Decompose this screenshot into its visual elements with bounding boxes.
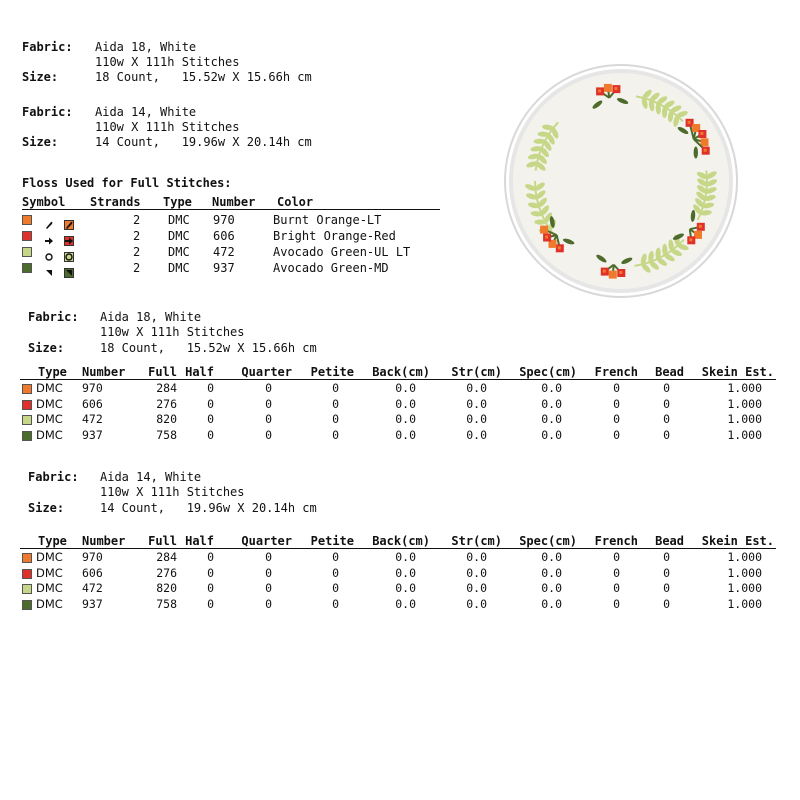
table-cell: 937: [82, 596, 103, 611]
stitches-value: 110w X 111h Stitches: [100, 325, 245, 339]
table-cell: 820: [156, 412, 177, 426]
berry-highlight: [558, 246, 561, 249]
table-cell: 0: [332, 565, 339, 580]
floss-swatch: [22, 215, 32, 225]
table-cell: 1.000: [727, 565, 762, 580]
table-header-spec-cm: Spec(cm): [519, 534, 577, 548]
table-cell: 0: [663, 581, 670, 595]
table-swatch: [22, 569, 32, 579]
floss-symbol-boxed-icon: [64, 215, 74, 225]
floss-symbol-icon: [44, 215, 54, 225]
table-cell: 1.000: [727, 581, 762, 595]
floss-header-rule: [22, 209, 440, 210]
table-cell: DMC: [36, 581, 63, 595]
berry-highlight: [603, 270, 606, 273]
table-cell: 937: [82, 427, 103, 442]
table-cell: 0: [265, 396, 272, 411]
floss-header-number: Number: [212, 195, 256, 209]
table-cell: DMC: [36, 565, 63, 580]
table-cell: 0: [265, 596, 272, 611]
floss-symbol-boxed-icon: [64, 247, 74, 257]
table-cell: 758: [156, 596, 177, 611]
table-header-back-cm: Back(cm): [372, 365, 430, 379]
table-cell: 0: [663, 550, 670, 564]
table-header-quarter: Quarter: [241, 365, 292, 379]
table-cell: 0: [613, 581, 620, 595]
table-cell: 606: [82, 396, 103, 411]
table-cell: 0.0: [466, 565, 487, 580]
table-cell: 284: [156, 550, 177, 564]
berry-highlight: [689, 238, 692, 241]
table-header-number: Number: [82, 365, 126, 379]
table-cell: 0: [332, 550, 339, 564]
table-header-petite: Petite: [310, 365, 354, 379]
floss-number: 937: [213, 261, 235, 275]
fabric-value: Aida 18, White: [100, 310, 202, 324]
table-cell: 0.0: [466, 596, 487, 611]
berry-highlight: [551, 242, 554, 245]
floss-symbol-icon: [44, 247, 54, 257]
table-cell: 276: [156, 565, 177, 580]
floss-type: DMC: [168, 245, 190, 259]
table-cell: 0: [613, 381, 620, 395]
table-cell: 0.0: [395, 412, 416, 426]
table-header-type: Type: [38, 365, 67, 379]
floss-header-symbol: Symbol: [22, 195, 66, 209]
table-header-str-cm: Str(cm): [451, 534, 502, 548]
size-label: Size:: [22, 135, 59, 149]
table-cell: 0: [613, 427, 620, 442]
table-cell: 0: [265, 412, 272, 426]
table-header-half: Half: [185, 534, 214, 548]
table-cell: 0.0: [466, 550, 487, 564]
table-cell: 0: [613, 396, 620, 411]
table-cell: 0.0: [541, 581, 562, 595]
table-cell: 0: [613, 550, 620, 564]
table-swatch: [22, 384, 32, 394]
table-cell: 0: [207, 412, 214, 426]
table-cell: 0: [265, 381, 272, 395]
table-header-bead: Bead: [655, 534, 684, 548]
berry-highlight: [696, 233, 699, 236]
berry-highlight: [545, 236, 548, 239]
table-cell: 0.0: [466, 381, 487, 395]
table-cell: DMC: [36, 427, 63, 442]
table-cell: 970: [82, 550, 103, 564]
table-cell: 472: [82, 412, 103, 426]
table-cell: 0.0: [541, 596, 562, 611]
table-header-spec-cm: Spec(cm): [519, 365, 577, 379]
fabric-label: Fabric:: [28, 470, 79, 484]
size-value: 18 Count, 15.52w X 15.66h cm: [100, 341, 317, 355]
table-header-french: French: [594, 534, 638, 548]
floss-symbol-icon: [44, 231, 54, 241]
stitches-value: 110w X 111h Stitches: [95, 55, 240, 69]
table-cell: DMC: [36, 550, 63, 564]
table-swatch: [22, 553, 32, 563]
floss-symbol-boxed-icon: [64, 263, 74, 273]
table-cell: 970: [82, 381, 103, 395]
size-value: 14 Count, 19.96w X 20.14h cm: [100, 501, 317, 515]
table-cell: 0: [265, 565, 272, 580]
table-cell: 0: [332, 427, 339, 442]
size-label: Size:: [22, 70, 59, 84]
floss-strands: 2: [133, 213, 141, 227]
fabric-value: Aida 18, White: [95, 40, 197, 54]
table-cell: 0.0: [541, 427, 562, 442]
table-cell: 0: [332, 381, 339, 395]
stitches-value: 110w X 111h Stitches: [100, 485, 245, 499]
floss-strands: 2: [133, 229, 141, 243]
table-header-str-cm: Str(cm): [451, 365, 502, 379]
table-cell: 284: [156, 381, 177, 395]
table-cell: 0.0: [395, 427, 416, 442]
table-cell: 0: [332, 581, 339, 595]
table-swatch: [22, 400, 32, 410]
table-header-back-cm: Back(cm): [372, 534, 430, 548]
table-header-full: Full: [148, 534, 177, 548]
fabric-value: Aida 14, White: [95, 105, 197, 119]
berry-highlight: [614, 87, 617, 90]
berry-highlight: [694, 126, 697, 129]
floss-color: Bright Orange-Red: [273, 229, 396, 243]
table-cell: 0.0: [395, 381, 416, 395]
floss-number: 606: [213, 229, 235, 243]
table-header-skein-est: Skein Est.: [701, 365, 774, 379]
table-cell: 0: [265, 427, 272, 442]
table-header-rule: [20, 548, 776, 549]
table-header-rule: [20, 379, 776, 380]
table-cell: 0.0: [395, 396, 416, 411]
fabric-value: Aida 14, White: [100, 470, 202, 484]
floss-header-color: Color: [277, 195, 314, 209]
table-cell: 0: [207, 427, 214, 442]
fabric-label: Fabric:: [22, 105, 73, 119]
table-cell: 1.000: [727, 550, 762, 564]
floss-symbol-boxed-icon: [64, 231, 74, 241]
size-value: 18 Count, 15.52w X 15.66h cm: [95, 70, 312, 84]
size-label: Size:: [28, 341, 65, 355]
table-cell: 0: [207, 565, 214, 580]
table-cell: 0.0: [395, 550, 416, 564]
fabric-label: Fabric:: [22, 40, 73, 54]
table-cell: 0: [207, 596, 214, 611]
table-cell: DMC: [36, 412, 63, 426]
berry-highlight: [542, 228, 545, 231]
table-cell: 0: [613, 412, 620, 426]
table-cell: 0: [207, 550, 214, 564]
table-swatch: [22, 431, 32, 441]
table-cell: 0: [663, 396, 670, 411]
table-header-skein-est: Skein Est.: [701, 534, 774, 548]
table-cell: 1.000: [727, 381, 762, 395]
table-cell: 0.0: [541, 396, 562, 411]
table-cell: 0: [663, 427, 670, 442]
size-label: Size:: [28, 501, 65, 515]
table-header-quarter: Quarter: [241, 534, 292, 548]
floss-color: Avocado Green-UL LT: [273, 245, 411, 259]
table-cell: 1.000: [727, 427, 762, 442]
hoop-preview-image: [503, 63, 739, 299]
table-cell: DMC: [36, 596, 63, 611]
table-cell: 820: [156, 581, 177, 595]
stitches-value: 110w X 111h Stitches: [95, 120, 240, 134]
berry-highlight: [611, 273, 614, 276]
table-cell: 0.0: [466, 412, 487, 426]
table-cell: 0.0: [395, 596, 416, 611]
table-cell: 0.0: [466, 396, 487, 411]
table-cell: 0: [332, 412, 339, 426]
table-cell: 0.0: [395, 581, 416, 595]
berry-highlight: [606, 86, 609, 89]
table-cell: 1.000: [727, 596, 762, 611]
floss-type: DMC: [168, 229, 190, 243]
table-cell: DMC: [36, 381, 63, 395]
floss-strands: 2: [133, 245, 141, 259]
floss-header-type: Type: [163, 195, 192, 209]
table-cell: 0: [207, 381, 214, 395]
table-cell: 0.0: [541, 550, 562, 564]
table-header-half: Half: [185, 365, 214, 379]
table-cell: 758: [156, 427, 177, 442]
table-cell: 0: [613, 596, 620, 611]
berry-highlight: [700, 132, 703, 135]
floss-number: 970: [213, 213, 235, 227]
table-cell: DMC: [36, 396, 63, 411]
floss-header-strands: Strands: [90, 195, 141, 209]
table-cell: 0: [332, 396, 339, 411]
floss-color: Avocado Green-MD: [273, 261, 389, 275]
floss-title: Floss Used for Full Stitches:: [22, 176, 232, 190]
table-swatch: [22, 415, 32, 425]
table-cell: 1.000: [727, 412, 762, 426]
table-cell: 0: [265, 550, 272, 564]
fabric-label: Fabric:: [28, 310, 79, 324]
floss-symbol-icon: [44, 263, 54, 273]
table-cell: 1.000: [727, 396, 762, 411]
leaf-dark-green: [694, 147, 698, 159]
table-cell: 0.0: [541, 565, 562, 580]
table-header-petite: Petite: [310, 534, 354, 548]
berry-highlight: [699, 225, 702, 228]
berry-highlight: [704, 149, 707, 152]
table-cell: 0: [663, 596, 670, 611]
floss-swatch: [22, 247, 32, 257]
table-cell: 606: [82, 565, 103, 580]
table-swatch: [22, 584, 32, 594]
table-cell: 0.0: [466, 581, 487, 595]
table-header-type: Type: [38, 534, 67, 548]
floss-strands: 2: [133, 261, 141, 275]
table-cell: 0.0: [541, 381, 562, 395]
table-header-bead: Bead: [655, 365, 684, 379]
floss-number: 472: [213, 245, 235, 259]
berry-highlight: [703, 140, 706, 143]
table-cell: 0: [613, 565, 620, 580]
table-cell: 0: [663, 565, 670, 580]
floss-swatch: [22, 231, 32, 241]
floss-color: Burnt Orange-LT: [273, 213, 382, 227]
floss-type: DMC: [168, 213, 190, 227]
table-cell: 0: [663, 412, 670, 426]
table-cell: 0: [207, 396, 214, 411]
floss-swatch: [22, 263, 32, 273]
table-header-french: French: [594, 365, 638, 379]
berry-highlight: [619, 271, 622, 274]
table-cell: 0: [265, 581, 272, 595]
table-cell: 472: [82, 581, 103, 595]
table-header-number: Number: [82, 534, 126, 548]
table-cell: 0: [207, 581, 214, 595]
size-value: 14 Count, 19.96w X 20.14h cm: [95, 135, 312, 149]
table-cell: 276: [156, 396, 177, 411]
table-swatch: [22, 600, 32, 610]
table-cell: 0: [332, 596, 339, 611]
table-cell: 0.0: [466, 427, 487, 442]
table-cell: 0.0: [541, 412, 562, 426]
table-header-full: Full: [148, 365, 177, 379]
floss-type: DMC: [168, 261, 190, 275]
berry-highlight: [688, 121, 691, 124]
table-cell: 0.0: [395, 565, 416, 580]
table-cell: 0: [663, 381, 670, 395]
berry-highlight: [598, 89, 601, 92]
